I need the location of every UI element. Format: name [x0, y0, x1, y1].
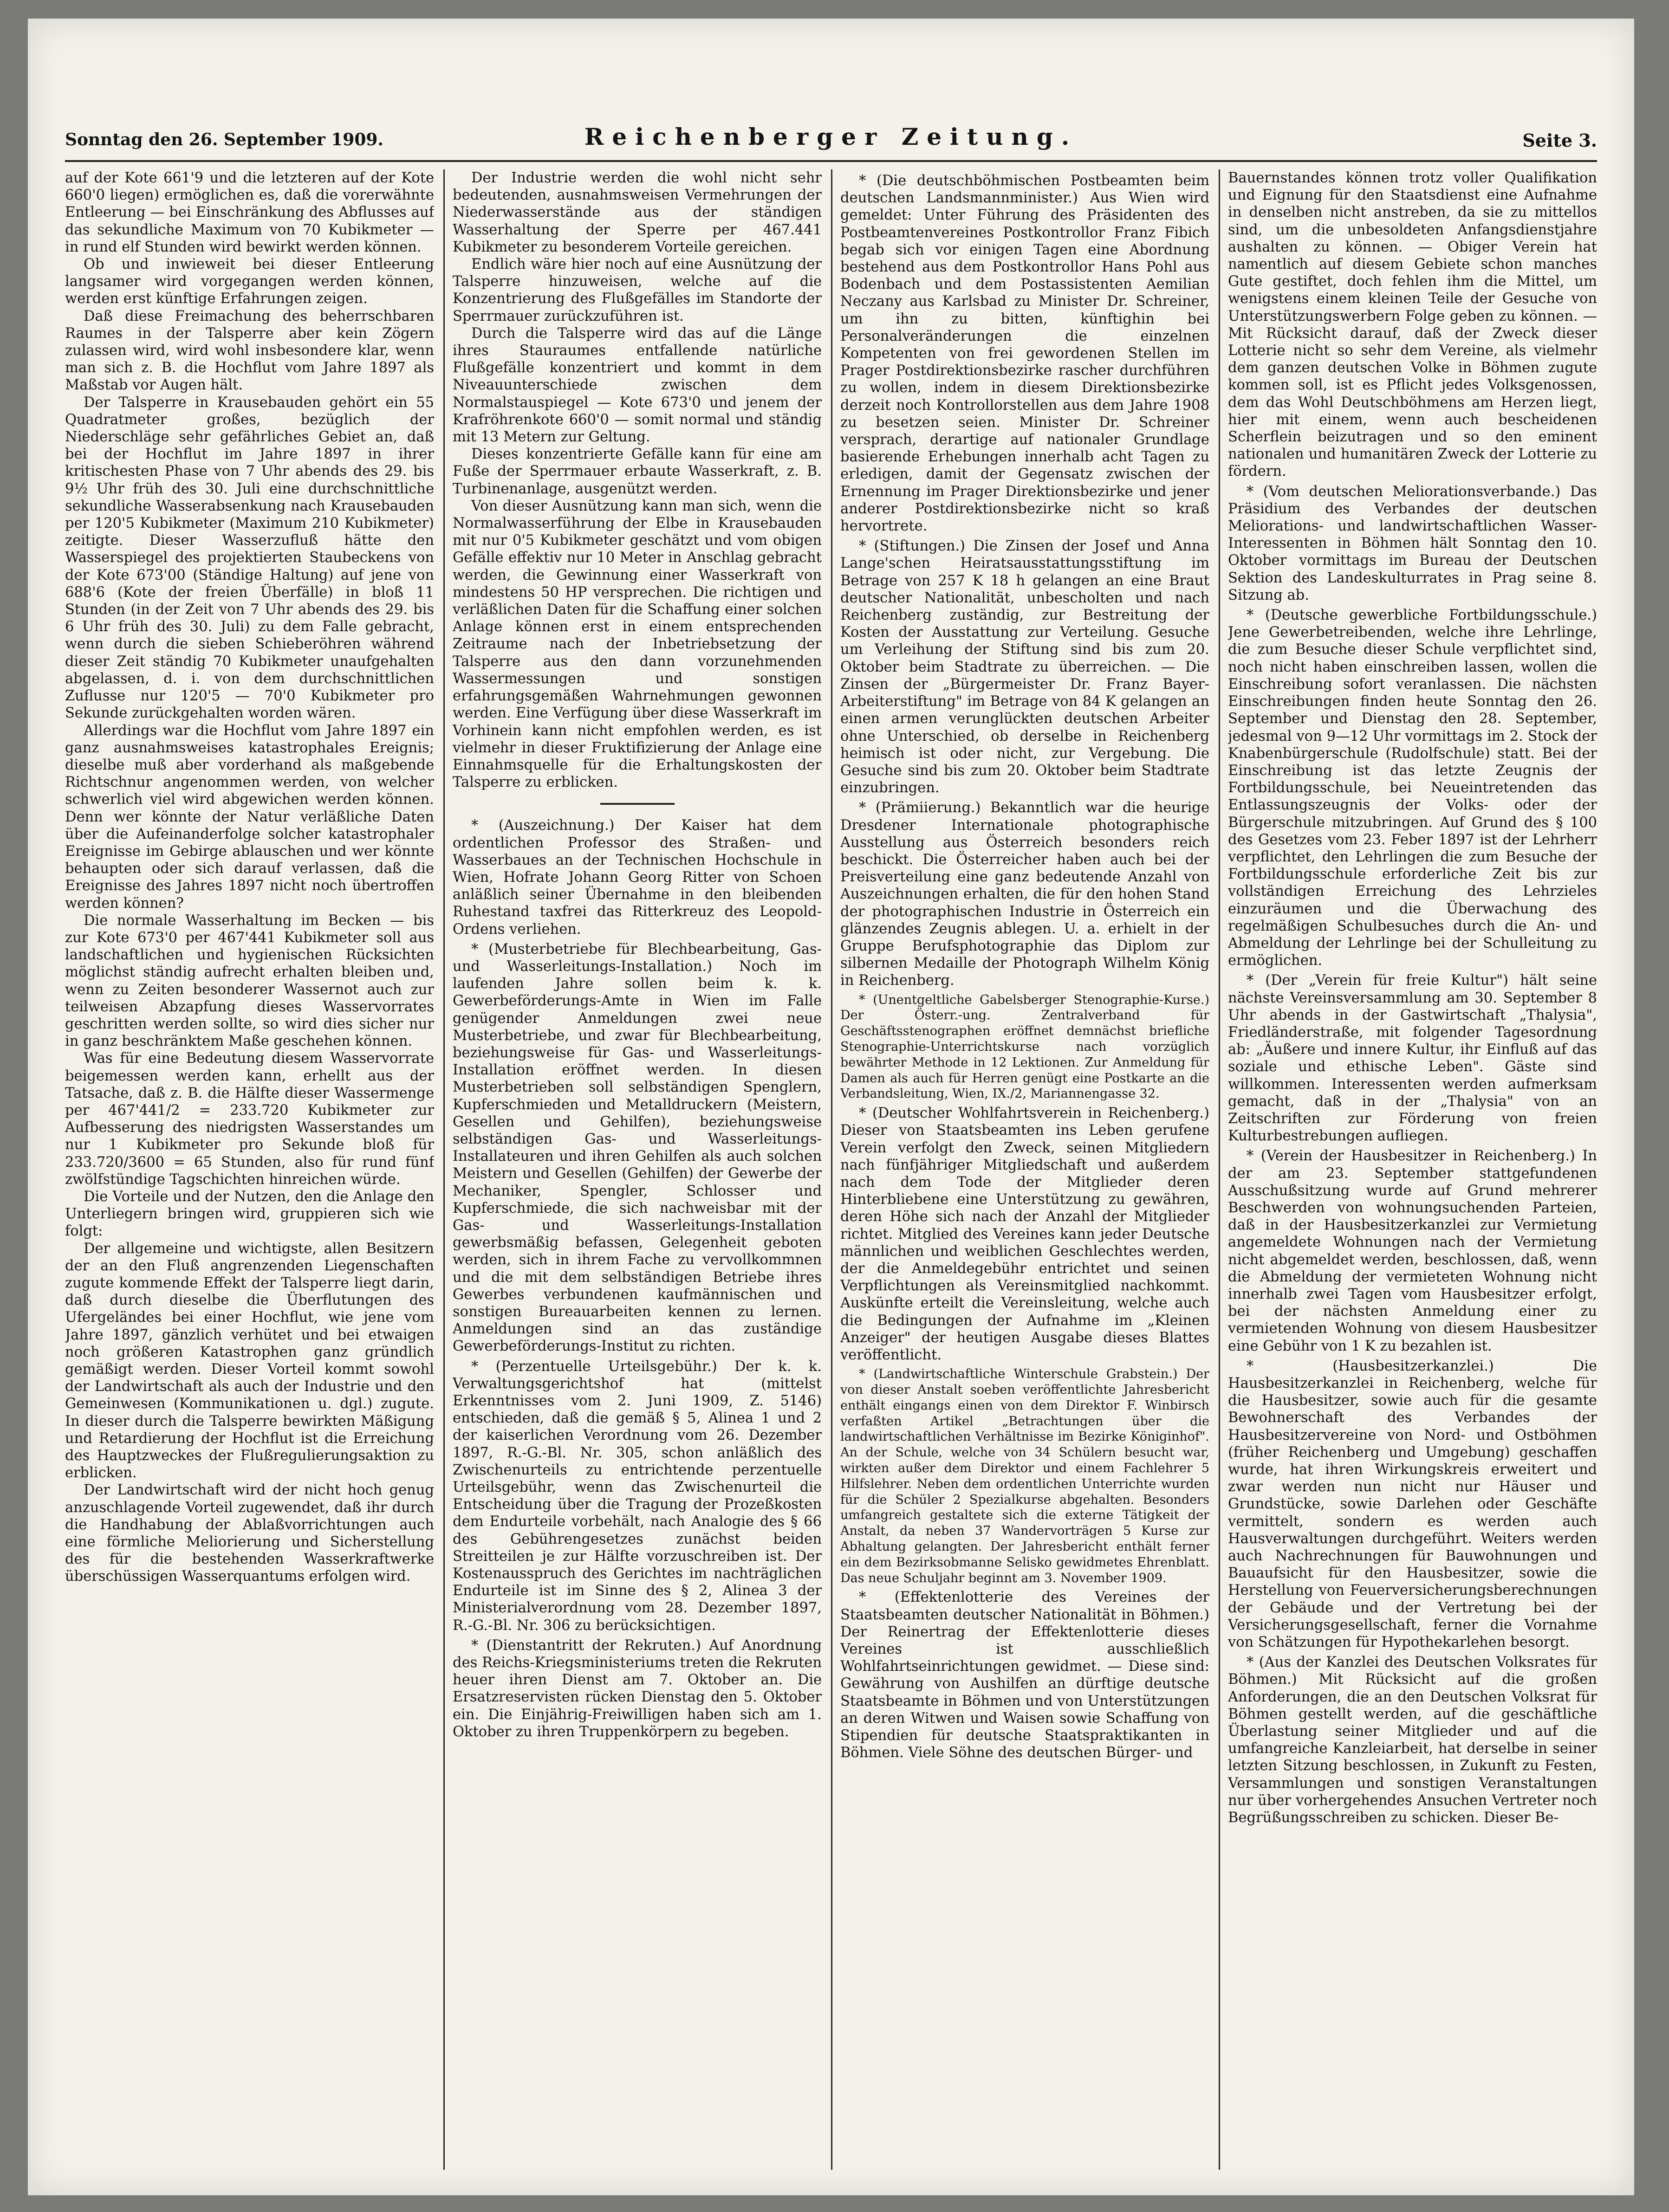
news-item: * (Stiftungen.) Die Zinsen der Josef und Anna Lange'schen Heiratsausstattungsstiftung im Betrage von 257 K 18 h gelangen an eine Braut deutscher Nationalität, unbescholten und nach Reichenberg zuständig, zur Bestreitung der Kosten der Ausstattung zur Verteilung. Gesuche um Verleihung der Stiftung sind bis zum 20. Oktober beim Stadtrate zu überreichen. — Die Zinsen der „Bürgermeister Dr. Franz Bayer-Arbeiterstiftung" im Betrage von 84 K gelangen an einen armen verunglückten deutschen Arbeiter ohne Unterschied, ob derselbe in Reichenberg heimisch ist oder nicht, zur Vergebung. Die Gesuche sind bis zum 20. Oktober beim Stadtrate einzubringen.: [840, 538, 1209, 796]
news-item: * (Perzentuelle Urteilsgebühr.) Der k. k. Verwaltungsgerichtshof hat (mittelst Erkenntnisses vom 2. Juni 1909, Z. 5146) entschieden, daß die gemäß § 5, Alinea 1 und 2 der kaiserlichen Verordnung vom 26. Dezember 1897, R.-G.-Bl. Nr. 305, schon anläßlich des Zwischenurteils zu entrichtende perzentuelle Urteilsgebühr, wenn das Zwischenurteil die Entscheidung über die Tragung der Prozeßkosten dem Endurteile vorbehält, nach Analogie des § 66 des Gebührengesetzes zunächst beiden Streitteilen je zur Hälfte vorzuschreiben ist. Der Kostenausspruch des Gerichtes im nachträglichen Endurteile ist im Sinne des § 2, Alinea 3 der Ministerialverordnung vom 28. Dezember 1897, R.-G.-Bl. Nr. 306 zu berücksichtigen.: [453, 1358, 822, 1634]
news-item: * (Prämiierung.) Bekanntlich war die heurige Dresdener Internationale photographische Ausstellung aus Österreich besonders reich beschickt. Die Österreicher haben auch bei der Preisverteilung eine ganz bedeutende Anzahl von Auszeichnungen erhalten, die für den hohen Stand der photographischen Industrie in Österreich ein glänzendes Zeugnis ablegen. U. a. erhielt in der Gruppe Berufsphotographie das Diplom zur silbernen Medaille der Photograph Wilhelm König in Reichenberg.: [840, 800, 1209, 989]
news-item: * (Der „Verein für freie Kultur") hält seine nächste Vereinsversammlung am 30. September 8 Uhr abends in der Gastwirtschaft „Thalysia", Friedländerstraße, mit folgender Tagesordnung ab: „Äußere und innere Kultur, ihr Einfluß auf das soziale und ethische Leben". Gäste sind willkommen. Interessenten werden aufmerksam gemacht, daß in der „Thalysia" von an Zeitschriften zur Förderung von freien Kulturbestrebungen aufliegen.: [1228, 972, 1597, 1145]
news-item: * (Landwirtschaftliche Winterschule Grabstein.) Der von dieser Anstalt soeben veröffentlichte Jahresbericht enthält eingangs einen von dem Direktor F. Winbirsch verfaßten Artikel „Betrachtungen über die landwirtschaftlichen Verhältnisse im Bezirke Königinhof". An der Schule, welche von 34 Schülern besucht war, wirkten außer dem Direktor und einem Fachlehrer 5 Hilfslehrer. Neben dem ordentlichen Unterrichte wurden für die Schüler 2 Spezialkurse abgehalten. Besonders umfangreich gestaltete sich die externe Tätigkeit der Anstalt, da neben 37 Wandervorträgen 5 Kurse zur Abhaltung gelangten. Der Jahresbericht enthält ferner ein dem Bezirksobmanne Selisko gewidmetes Ehrenblatt. Das neue Schuljahr beginnt am 3. November 1909.: [840, 1367, 1209, 1585]
column-rule: [443, 169, 445, 2170]
paragraph: Die Vorteile und der Nutzen, den die Anlage den Unterliegern bringen wird, gruppieren sich wie folgt:: [65, 1188, 434, 1240]
paragraph: Bauernstandes können trotz voller Qualifikation und Eignung für den Staatsdienst eine Aufnahme in denselben nicht anstreben, da sie zu mittellos sind, um die unbesoldeten Anfangsdienstjahre aushalten zu können. — Obiger Verein hat namentlich auf diesem Gebiete schon manches Gute gestiftet, doch fehlen ihm die Mittel, um wenigstens einem kleinen Teile der Gesuche von Unterstützungswerbern Folge geben zu können. — Mit Rücksicht darauf, daß der Zweck dieser Lotterie nicht so sehr dem Vereine, als vielmehr dem ganzen deutschen Volke in Böhmen zugute kommen soll, ist es Pflicht jedes Volksgenossen, dem das Wohl Deutschböhmens am Herzen liegt, hier mit einem, wenn auch bescheidenen Scherflein beizutragen und so den eminent nationalen und humanitären Zweck der Lotterie zu fördern.: [1228, 170, 1597, 480]
news-item: * (Auszeichnung.) Der Kaiser hat dem ordentlichen Professor des Straßen- und Wasserbaues an der Technischen Hochschule in Wien, Hofrate Johann Georg Ritter von Schoen anläßlich seiner Übernahme in den bleibenden Ruhestand taxfrei das Ritterkreuz des Leopold-Ordens verliehen.: [453, 817, 822, 938]
newspaper-title: Reichenberger Zeitung.: [584, 123, 1078, 150]
paragraph: Der Landwirtschaft wird der nicht hoch genug anzuschlagende Vorteil zugewendet, daß ihr durch die Handhabung der Ablaßvorrichtungen auch eine förmliche Meliorierung und Sicherstellung des für die bestehenden Wasserkraftwerke überschüssigen Wasserquantums erfolgen wird.: [65, 1482, 434, 1585]
news-item: * (Die deutschböhmischen Postbeamten beim deutschen Landsmannminister.) Aus Wien wird gemeldet: Unter Führung des Präsidenten des Postbeamtenvereines Postkontrollor Franz Fibich begab sich vor einigen Tagen eine Abordnung bestehend aus dem Postkontrollor Hans Pohl aus Bodenbach und dem Postassistenten Aemilian Neczany aus Karlsbad zu Minister Dr. Schreiner, um ihn zu bitten, künftighin bei Personalveränderungen die einzelnen Kompetenten von frei gewordenen Stellen im Prager Postdirektionsbezirke rascher durchführen zu wollen, indem in diesem Direktionsbezirke derzeit noch Kontrollorstellen aus dem Jahre 1908 zu besetzen seien. Minister Dr. Schreiner versprach, derartige auf nationaler Grundlage basierende Erhebungen innerhalb acht Tagen zu erledigen, damit der Gegensatz zwischen der Ernennung im Prager Direktionsbezirke und jener anderer Postdirektionsbezirke nicht so kraß hervortrete.: [840, 173, 1209, 535]
news-item: * (Deutscher Wohlfahrtsverein in Reichenberg.) Dieser von Staatsbeamten ins Leben gerufene Verein verfolgt den Zweck, seinen Mitgliedern nach fünfjähriger Mitgliedschaft und außerdem nach dem Tode der Mitglieder deren Hinterbliebene eine Unterstützung zu gewähren, deren Höhe sich nach der Anzahl der Mitglieder richtet. Mitglied des Vereines kann jeder Deutsche männlichen und weiblichen Geschlechtes werden, der die Anmeldegebühr entrichtet und seinen Verpflichtungen als Vereinsmitglied nachkommt. Auskünfte erteilt die Vereinsleitung, welche auch die Bedingungen der Aufnahme im „Kleinen Anzeiger" der heutigen Ausgabe dieses Blattes veröffentlicht.: [840, 1105, 1209, 1363]
paragraph: Durch die Talsperre wird das auf die Länge ihres Stauraumes entfallende natürliche Flußgefälle konzentriert und kommt in dem Niveauunterschiede zwischen dem Normalstauspiegel — Kote 673'0 und jenem der Krafröhrenkote 660'0 — somit normal und ständig mit 13 Metern zur Geltung.: [453, 325, 822, 446]
bleed-through-text: [65, 97, 483, 116]
paragraph: Von dieser Ausnützung kann man sich, wenn die Normalwasserführung der Elbe in Krausebauden mit nur 0'5 Kubikmeter geschätzt und vom obigen Gefälle effektiv nur 10 Meter in Anschlag gebracht werden, die Gewinnung einer Wasserkraft von mindestens 50 HP versprechen. Die richtigen und verläßlichen Daten für die Schaffung einer solchen Anlage können erst in einem entsprechenden Zeitraume nach der Inbetriebsetzung der Talsperre aus den dann vorzunehmenden Wassermessungen und sonstigen erfahrungsgemäßen Wahrnehmungen gewonnen werden. Eine Verfügung über diese Wasserkraft im Vorhinein kann nicht empfohlen werden, es ist vielmehr in dieser Fruktifizierung der Anlage eine Einnahmsquelle für die Erhaltungskosten der Talsperre zu erblicken.: [453, 498, 822, 791]
paragraph: Ob und inwieweit bei dieser Entleerung langsamer wird vorgegangen werden können, werden erst künftige Erfahrungen zeigen.: [65, 256, 434, 307]
news-item: * (Effektenlotterie des Vereines der Staatsbeamten deutscher Nationalität in Böhmen.) Der Reinertrag der Effektenlotterie dieses Vereines ist ausschließlich Wohlfahrtseinrichtungen gewidmet. — Diese sind: Gewährung von Aushilfen an dürftige deutsche Staatsbeamte in Böhmen und von Unterstützungen an deren Witwen und Waisen sowie Schaffung von Stipendien für deutsche Staatspraktikanten in Böhmen. Viele Söhne des deutschen Bürger- und: [840, 1589, 1209, 1761]
paragraph: Der Industrie werden die wohl nicht sehr bedeutenden, ausnahmsweisen Vermehrungen der Niederwasserstände aus der ständigen Wasserhaltung der Sperre per 467.441 Kubikmeter zu besonderem Vorteile gereichen.: [453, 170, 822, 255]
paragraph: Allerdings war die Hochflut vom Jahre 1897 ein ganz ausnahmsweises katastrophales Ereignis; dieselbe muß aber vorderhand als maßgebende Richtschnur angenommen werden, von welcher schwerlich viel wird abgewichen werden können. Denn wer könnte der Natur verläßliche Daten über die Aufeinanderfolge solcher katastrophaler Ereignisse im Gebirge ablauschen und wer könnte behaupten oder sich darauf verlassen, daß die Ereignisse des Jahres 1897 nicht noch übertroffen werden können?: [65, 722, 434, 912]
paragraph: Was für eine Bedeutung diesem Wasservorrate beigemessen werden kann, erhellt aus der Tatsache, daß z. B. die Hälfte dieser Wassermenge per 467'441/2 = 233.720 Kubikmeter zur Aufbesserung des niedrigsten Wasserstandes um nur 1 Kubikmeter pro Sekunde bloß für 233.720/3600 = 65 Stunden, also für rund fünf zwölfstündige Tagschichten hinreichen würde.: [65, 1050, 434, 1188]
paragraph: Endlich wäre hier noch auf eine Ausnützung der Talsperre hinzuweisen, welche auf die Konzentrierung des Flußgefälles im Standorte der Sperrmauer zurückzuführen ist.: [453, 256, 822, 324]
paragraph: Die normale Wasserhaltung im Becken — bis zur Kote 673'0 per 467'441 Kubikmeter soll aus landschaftlichen und hygienischen Rücksichten möglichst ständig aufrecht erhalten bleiben und, wenn zu Zeiten besonderer Wassernot auch zur teilweisen Abzapfung dieses Wasservorrates geschritten werden sollte, so wird dies sicher nur in ganz beschränktem Maße geschehen können.: [65, 912, 434, 1050]
news-item: * (Verein der Hausbesitzer in Reichenberg.) In der am 23. September stattgefundenen Ausschußsitzung wurde auf Grund mehrerer Beschwerden von wohnungsuchenden Parteien, daß in der Hausbesitzerkanzlei zur Vermietung angemeldete Wohnungen nach der Vermietung nicht abgemeldet werden, beschlossen, daß, wenn die Abmeldung der vermieteten Wohnung nicht innerhalb zwei Tagen vom Hausbesitzer erfolgt, bei der nächsten Anmeldung einer zu vermietenden Wohnung von diesem Hausbesitzer eine Gebühr von 1 K zu bezahlen ist.: [1228, 1148, 1597, 1354]
news-item: * (Deutsche gewerbliche Fortbildungsschule.) Jene Gewerbetreibenden, welche ihre Lehrlinge, die zum Besuche dieser Schule verpflichtet sind, noch nicht haben einschreiben lassen, wollen die Einschreibung sofort veranlassen. Die nächsten Einschreibungen finden heute Sonntag den 26. September und Dienstag den 28. September, jedesmal von 9—12 Uhr vormittags im 2. Stock der Knabenbürgerschule (Rudolfschule) statt. Bei der Einschreibung ist das letzte Zeugnis der Fortbildungsschule, bei Neueintretenden das Entlassungszeugnis der Volks- oder der Bürgerschule mitzubringen. Auf Grund des § 100 des Gesetzes vom 23. Feber 1897 ist der Lehrherr verpflichtet, den Lehrlingen die zum Besuche der Fortbildungsschule erforderliche Zeit bis zur vollständigen Erreichung des Lehrzieles einzuräumen und die Überwachung des regelmäßigen Schulbesuches durch die An- und Abmeldung der Lehrlinge bei der Schulleitung zu ermöglichen.: [1228, 607, 1597, 969]
news-item: * (Vom deutschen Meliorationsverbande.) Das Präsidium des Verbandes der deutschen Meliorations- und landwirtschaftlichen Wasser-Interessenten in Böhmen hält Sonntag den 10. Oktober vormittags im Bureau der Deutschen Sektion des Landeskulturrates in Prag seine 8. Sitzung ab.: [1228, 483, 1597, 603]
section-separator: [600, 803, 675, 805]
column-rule: [831, 169, 832, 2170]
column-1: [65, 169, 434, 2170]
newspaper-page: [28, 19, 1634, 2195]
news-item: * (Aus der Kanzlei des Deutschen Volksrates für Böhmen.) Mit Rücksicht auf die großen Anforderungen, die an den Deutschen Volksrat für Böhmen gestellt werden, auf die geschäftliche Überlastung seiner Mitglieder und auf die umfangreiche Kanzleiarbeit, hat derselbe in seiner letzten Sitzung beschlossen, in Zukunft zu Festen, Versammlungen und sonstigen Veranstaltungen nur über vorhergehendes Ansuchen Vertreter noch Begrüßungsschreiben zu schicken. Dieser Be-: [1228, 1654, 1597, 1826]
paragraph: Der Talsperre in Krausebauden gehört ein 55 Quadratmeter großes, bezüglich der Niederschläge sehr gefährliches Gebiet an, daß bei der Hochflut im Jahre 1897 in ihrer kritischesten Phase von 7 Uhr abends des 29. bis 9½ Uhr früh des 30. Juli eine durchschnittliche sekundliche Wasserabsenkung nach Krausebauden per 120'5 Kubikmeter (Maximum 210 Kubikmeter) zeitigte. Dieser Wasserzufluß hätte den Wasserspiegel des projektierten Staubeckens von der Kote 673'00 (Ständige Haltung) auf jene von 688'6 (Kote der freien Überfälle) in bloß 11 Stunden (in der Zeit von 7 Uhr abends des 29. bis 6 Uhr früh des 30. Juli) zu dem Falle gebracht, wenn durch die sieben Schieberöhren während dieser Zeit ständig 70 Kubikmeter unaufgehalten abgelassen, d. i. von dem durchschnittlichen Zuflusse nur 120'5 — 70'0 Kubikmeter pro Sekunde zurückgehalten worden wären.: [65, 394, 434, 722]
paragraph: auf der Kote 661'9 und die letzteren auf der Kote 660'0 liegen) ermöglichen es, daß die vorerwähnte Entleerung — bei Einschränkung des Abflusses auf das sekundliche Maximum von 70 Kubikmeter — in rund elf Stunden wird bewirkt werden können.: [65, 170, 434, 255]
page-header: [65, 118, 1597, 162]
column-rule: [1219, 169, 1220, 2170]
column-2: [453, 169, 822, 2170]
column-4: [1228, 169, 1597, 2170]
page-number: Seite 3.: [1522, 130, 1597, 151]
paragraph: Dieses konzentrierte Gefälle kann für eine am Fuße der Sperrmauer erbaute Wasserkraft, z. B. Turbinenanlage, ausgenützt werden.: [453, 446, 822, 497]
paragraph: Der allgemeine und wichtigste, allen Besitzern der an den Fluß angrenzenden Liegenschaften zugute kommende Effekt der Talsperre liegt darin, daß durch dieselbe die Überflutungen des Ufergeländes bei einer Hochflut, wie jene vom Jahre 1897, gänzlich verhütet und bei etwaigen noch größeren Katastrophen ganz gründlich gemäßigt werden. Dieser Vorteil kommt sowohl der Landwirtschaft als auch der Industrie und den Gemeinwesen (Kommunikationen u. dgl.) zugute. In dieser durch die Talsperre bewirkten Mäßigung und Retardierung der Hochflut ist die Erreichung des Hauptzweckes der Flußregulierungsaktion zu erblicken.: [65, 1240, 434, 1481]
header-date: Sonntag den 26. September 1909.: [65, 130, 383, 149]
news-item: * (Musterbetriebe für Blechbearbeitung, Gas- und Wasserleitungs-Installation.) Noch im laufenden Jahre sollen beim k. k. Gewerbeförderungs-Amte in Wien im Falle genügender Anmeldungen zwei neue Musterbetriebe, und zwar für Blechbearbeitung, beziehungsweise für Gas- und Wasserleitungs-Installation eröffnet werden. In diesen Musterbetrieben soll selbständigen Spenglern, Kupferschmieden und Metalldruckern (Meistern, Gesellen und Gehilfen), beziehungsweise selbständigen Gas- und Wasserleitungs-Installateuren und ihren Gehilfen als auch solchen Meistern und Gesellen (Gehilfen) der Gewerbe der Mechaniker, Spengler, Schlosser und Kupferschmiede, die sich nachweisbar mit der Gas- und Wasserleitungs-Installation gewerbsmäßig befassen, Gelegenheit geboten werden, sich in ihrem Fache zu vervollkommnen und die mit dem selbständigen Betriebe ihres Gewerbes verbundenen kaufmännischen und sonstigen Bureauarbeiten kennen zu lernen. Anmeldungen sind an das zuständige Gewerbeförderungs-Institut zu richten.: [453, 941, 822, 1355]
text-columns: [65, 169, 1597, 2170]
column-3: [840, 169, 1209, 2170]
news-item: * (Unentgeltliche Gabelsberger Stenographie-Kurse.) Der Österr.-ung. Zentralverband für Geschäftsstenographen eröffnet demnächst briefliche Stenographie-Unterrichtskurse nach vorzüglich bewährter Methode in 12 Lektionen. Zur Anmeldung für Damen als auch für Herren genügt eine Postkarte an die Verbandsleitung, Wien, IX./2, Mariannengasse 32.: [840, 992, 1209, 1101]
news-item: * (Dienstantritt der Rekruten.) Auf Anordnung des Reichs-Kriegsministeriums treten die Rekruten heuer ihren Dienst am 7. Oktober an. Die Ersatzreservisten rücken Dienstag den 5. Oktober ein. Die Einjährig-Freiwilligen haben sich am 1. Oktober zu ihren Truppenkörpern zu begeben.: [453, 1637, 822, 1740]
paragraph: Daß diese Freimachung des beherrschbaren Raumes in der Talsperre aber kein Zögern zulassen wird, wird wohl insbesondere klar, wenn man sich z. B. die Hochflut vom Jahre 1897 als Maßstab vor Augen hält.: [65, 308, 434, 394]
news-item: * (Hausbesitzerkanzlei.) Die Hausbesitzerkanzlei in Reichenberg, welche für die Hausbesitzer, sowie auch für die gesamte Bewohnerschaft des Verbandes der Hausbesitzervereine von Nord- und Ostböhmen (früher Reichenberg und Umgebung) geschaffen wurde, hat ihren Wirkungskreis erweitert und zwar werden nun nicht nur Häuser und Grundstücke, sowie Darlehen oder Geschäfte vermittelt, sondern es werden auch Hausverwaltungen durchgeführt. Weiters werden auch Nachrechnungen für Bauwohnungen und Bauaufsicht für den Hausbesitzer, sowie die Herstellung von Feuerversicherungsberechnungen der Gebäude und der Vertretung bei der Versicherungsgesellschaft, ferner die Vornahme von Schätzungen für Hypothekarlehen besorgt.: [1228, 1358, 1597, 1651]
